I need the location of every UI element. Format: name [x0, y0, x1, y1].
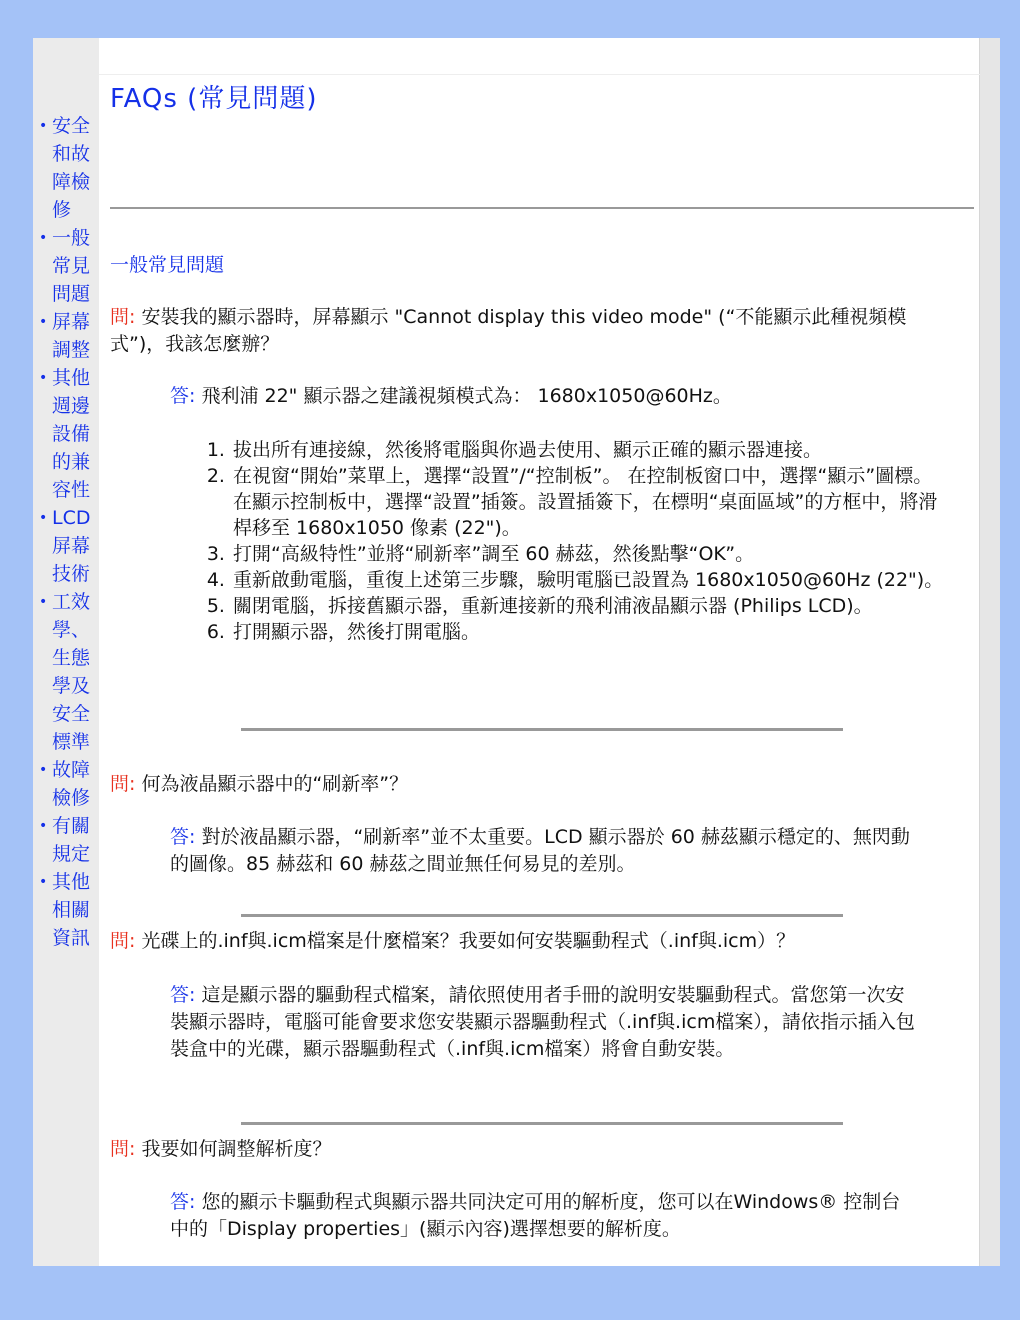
bullet-icon: • — [39, 594, 48, 610]
sidebar-item-safety[interactable] — [37, 112, 99, 224]
faq-answer-4 — [170, 1189, 915, 1243]
answer-text: 這是顯示器的驅動程式檔案，請依照使用者手冊的說明安裝驅動程式。當您第一次安裝顯示器時，電腦可能會要求您安裝顯示器驅動程式（.inf與.icm檔案），請依指示插入包裝盒中的光碟，顯示器驅動程式（.inf與.icm檔案）將會自動安裝。 — [170, 984, 915, 1060]
sidebar-item-label[interactable]: 其他週邊設備的兼容性 — [52, 367, 91, 501]
answer-text: 您的顯示卡驅動程式與顯示器共同決定可用的解析度，您可以在Windows® 控制台中的「Display properties」(顯示內容)選擇想要的解析度。 — [170, 1191, 901, 1240]
sidebar-item-label[interactable]: 安全和故障檢修 — [52, 115, 91, 221]
separator — [241, 728, 843, 731]
separator — [241, 1122, 843, 1125]
sidebar-item-general-faq[interactable] — [37, 224, 99, 308]
question-label: 問: — [110, 306, 136, 328]
top-divider — [99, 74, 980, 75]
right-margin-bar — [979, 38, 1000, 1266]
section-heading: 一般常見問題 — [110, 254, 225, 276]
step-item: 2. 在視窗“開始”菜單上，選擇“設置”/“控制板”。 在控制板窗口中，選擇“顯示”圖標。在顯示控制板中，選擇“設置”插簽。設置插簽下，在標明“桌面區域”的方框中，將滑桿移至 1680x1050 像素 (22")。 — [231, 463, 951, 541]
bullet-icon: • — [39, 818, 48, 834]
question-text: 何為液晶顯示器中的“刷新率”？ — [141, 773, 409, 795]
title-divider — [110, 207, 974, 209]
step-item: 3. 打開“高級特性”並將“刷新率”調至 60 赫茲，然後點擊“OK”。 — [231, 541, 951, 567]
sidebar-item-label[interactable]: 故障檢修 — [52, 759, 91, 809]
bullet-icon: • — [39, 314, 48, 330]
question-text: 光碟上的.inf與.icm檔案是什麼檔案？我要如何安裝驅動程式（.inf與.icm）？ — [141, 930, 796, 952]
answer-label: 答: — [170, 1191, 196, 1213]
bullet-icon: • — [39, 510, 48, 526]
sidebar-item-label[interactable]: 工效學、生態學及安全標準 — [52, 591, 91, 753]
sidebar-item-label[interactable]: 一般常見問題 — [52, 227, 91, 305]
sidebar-item-ergonomics[interactable] — [37, 588, 99, 756]
step-item: 6. 打開顯示器，然後打開電腦。 — [231, 619, 951, 645]
answer-text: 對於液晶顯示器，“刷新率”並不太重要。LCD 顯示器於 60 赫茲顯示穩定的、無閃動的圖像。85 赫茲和 60 赫茲之間並無任何易見的差別。 — [170, 826, 910, 875]
faq-question-3 — [110, 928, 955, 955]
answer-label: 答: — [170, 826, 196, 848]
sidebar-item-troubleshooting[interactable] — [37, 756, 99, 812]
page-frame — [33, 38, 1000, 1266]
faq-answer-1 — [170, 383, 915, 410]
separator — [241, 914, 843, 917]
sidebar-item-label[interactable]: 有關規定 — [52, 815, 91, 865]
sidebar-item-label[interactable]: 其他相關資訊 — [52, 871, 91, 949]
faq-answer-3 — [170, 982, 915, 1063]
faq-question-2 — [110, 771, 955, 798]
bullet-icon: • — [39, 874, 48, 890]
step-item: 1. 拔出所有連接線，然後將電腦與你過去使用、顯示正確的顯示器連接。 — [231, 437, 951, 463]
sidebar-item-label[interactable]: 屏幕調整 — [52, 311, 91, 361]
bullet-icon: • — [39, 762, 48, 778]
bullet-icon: • — [39, 118, 48, 134]
sidebar-item-label[interactable]: LCD 屏幕技術 — [52, 507, 91, 585]
sidebar-item-other-info[interactable] — [37, 868, 99, 952]
question-text: 安裝我的顯示器時，屏幕顯示 "Cannot display this video mode" (“不能顯示此種視頻模式”)，我該怎麼辦？ — [110, 306, 907, 355]
sidebar-item-lcd-tech[interactable] — [37, 504, 99, 588]
question-text: 我要如何調整解析度？ — [141, 1138, 332, 1160]
faq-answer-2 — [170, 824, 915, 878]
sidebar-item-compatibility[interactable] — [37, 364, 99, 504]
answer-text: 飛利浦 22" 顯示器之建議視頻模式為： 1680x1050@60Hz。 — [201, 385, 732, 407]
faq-question-4 — [110, 1136, 955, 1163]
faq-question-1 — [110, 304, 955, 358]
question-label: 問: — [110, 1138, 136, 1160]
sidebar-item-regulatory[interactable] — [37, 812, 99, 868]
content-header — [110, 78, 975, 115]
question-label: 問: — [110, 930, 136, 952]
question-label: 問: — [110, 773, 136, 795]
bullet-icon: • — [39, 370, 48, 386]
answer-label: 答: — [170, 984, 196, 1006]
step-item: 5. 關閉電腦，拆接舊顯示器，重新連接新的飛利浦液晶顯示器 (Philips LCD)。 — [231, 593, 951, 619]
page-title: FAQs (常見問題) — [110, 84, 318, 114]
answer-label: 答: — [170, 385, 196, 407]
sidebar — [33, 38, 99, 1266]
bullet-icon: • — [39, 230, 48, 246]
step-item: 4. 重新啟動電腦，重復上述第三步驟，驗明電腦已設置為 1680x1050@60Hz (22")。 — [231, 567, 951, 593]
steps-list — [203, 437, 951, 645]
sidebar-item-screen-adjust[interactable] — [37, 308, 99, 364]
sidebar-nav — [37, 112, 99, 952]
